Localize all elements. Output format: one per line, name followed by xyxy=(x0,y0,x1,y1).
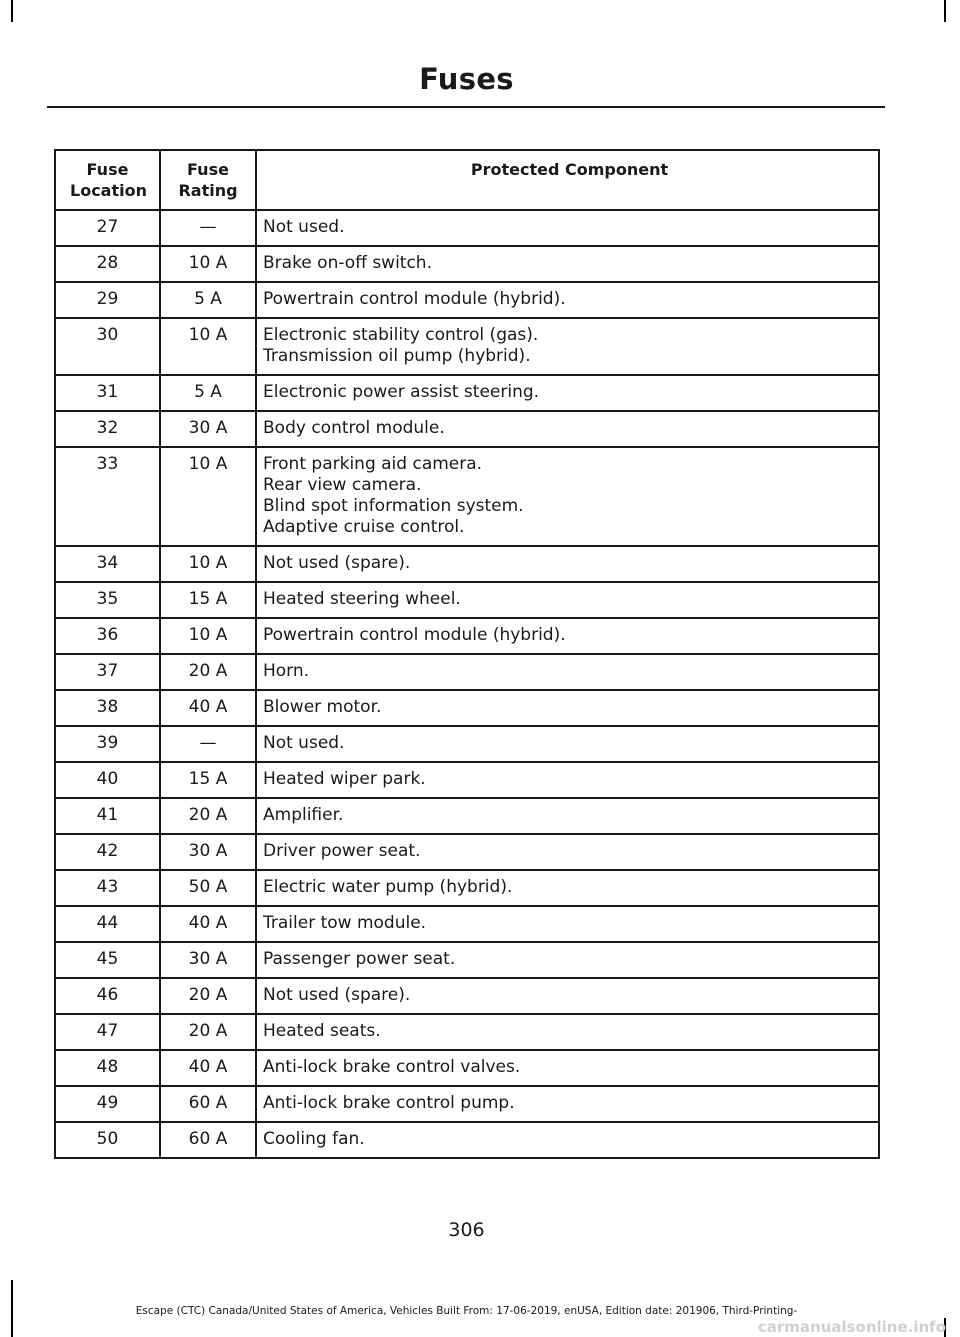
section-title: Fuses xyxy=(419,62,514,96)
protected-component-text: Powertrain control module (hybrid). xyxy=(263,289,566,309)
protected-component-cell xyxy=(256,375,879,411)
protected-component-text: Not used (spare). xyxy=(263,985,411,1005)
protected-component-text: Brake on-off switch. xyxy=(263,253,432,273)
fuse-location-cell: 36 xyxy=(55,618,160,654)
protected-component-cell xyxy=(256,1122,879,1158)
fuse-rating-cell: 20 A xyxy=(160,798,256,834)
protected-component-text: Heated wiper park. xyxy=(263,769,426,789)
table-row xyxy=(55,582,879,618)
fuse-location-cell: 34 xyxy=(55,546,160,582)
fuse-rating-cell: 30 A xyxy=(160,411,256,447)
fuse-rating-cell: 10 A xyxy=(160,447,256,546)
fuse-location-cell: 30 xyxy=(55,318,160,375)
fuse-location-cell: 39 xyxy=(55,726,160,762)
table-row xyxy=(55,1086,879,1122)
table-row xyxy=(55,906,879,942)
protected-component-cell xyxy=(256,978,879,1014)
protected-component-text: Electric water pump (hybrid). xyxy=(263,877,513,897)
fuse-location-cell: 38 xyxy=(55,690,160,726)
table-row xyxy=(55,546,879,582)
fuse-location-cell: 29 xyxy=(55,282,160,318)
protected-component-text: Powertrain control module (hybrid). xyxy=(263,625,566,645)
protected-component-cell xyxy=(256,798,879,834)
protected-component-text: Rear view camera. xyxy=(263,475,422,495)
fuse-rating-cell: 60 A xyxy=(160,1086,256,1122)
fuse-rating-cell: 10 A xyxy=(160,318,256,375)
protected-component-text: Anti-lock brake control valves. xyxy=(263,1057,521,1077)
fuse-rating-cell: 10 A xyxy=(160,246,256,282)
protected-component-text: Not used. xyxy=(263,733,345,753)
protected-component-text: Electronic stability control (gas). xyxy=(263,325,539,345)
protected-component-cell xyxy=(256,582,879,618)
protected-component-text: Amplifier. xyxy=(263,805,344,825)
fuse-rating-cell: 15 A xyxy=(160,582,256,618)
protected-component-cell xyxy=(256,654,879,690)
table-row xyxy=(55,798,879,834)
fuse-location-cell: 46 xyxy=(55,978,160,1014)
protected-component-cell xyxy=(256,618,879,654)
fuse-location-cell: 35 xyxy=(55,582,160,618)
protected-component-text: Cooling fan. xyxy=(263,1129,365,1149)
fuse-rating-cell: 5 A xyxy=(160,282,256,318)
protected-component-text: Transmission oil pump (hybrid). xyxy=(263,346,531,366)
protected-component-cell xyxy=(256,1014,879,1050)
column-header-protected-component: Protected Component xyxy=(256,150,879,210)
protected-component-cell xyxy=(256,834,879,870)
table-row xyxy=(55,411,879,447)
protected-component-cell xyxy=(256,726,879,762)
fuse-location-cell: 43 xyxy=(55,870,160,906)
fuse-location-cell: 41 xyxy=(55,798,160,834)
table-row xyxy=(55,1122,879,1158)
column-header-fuse-location: Fuse Location xyxy=(55,150,160,210)
fuse-rating-cell: 50 A xyxy=(160,870,256,906)
table-row xyxy=(55,447,879,546)
fuse-rating-cell: 5 A xyxy=(160,375,256,411)
fuse-rating-cell: 40 A xyxy=(160,690,256,726)
table-row xyxy=(55,690,879,726)
protected-component-text: Trailer tow module. xyxy=(263,913,427,933)
protected-component-cell xyxy=(256,318,879,375)
fuse-location-cell: 42 xyxy=(55,834,160,870)
protected-component-text: Blind spot information system. xyxy=(263,496,524,516)
protected-component-text: Adaptive cruise control. xyxy=(263,517,465,537)
table-row xyxy=(55,210,879,246)
table-row xyxy=(55,870,879,906)
table-header-row xyxy=(55,150,879,210)
fuse-rating-cell: 20 A xyxy=(160,1014,256,1050)
fuse-location-cell: 27 xyxy=(55,210,160,246)
protected-component-cell xyxy=(256,906,879,942)
protected-component-text: Electronic power assist steering. xyxy=(263,382,540,402)
protected-component-cell xyxy=(256,690,879,726)
table-row xyxy=(55,654,879,690)
protected-component-cell xyxy=(256,942,879,978)
protected-component-text: Horn. xyxy=(263,661,310,681)
crop-mark-top-right xyxy=(944,0,946,22)
footer-text: Escape (CTC) Canada/United States of America, Vehicles Built From: 17-06-2019, enUSA, Edition date: 201906, Third-Printing- xyxy=(135,1305,798,1317)
page-number: 306 xyxy=(448,1219,485,1241)
table-row xyxy=(55,618,879,654)
protected-component-text: Front parking aid camera. xyxy=(263,454,483,474)
protected-component-cell xyxy=(256,1050,879,1086)
title-divider xyxy=(47,106,885,108)
protected-component-text: Heated seats. xyxy=(263,1021,381,1041)
fuse-location-cell: 33 xyxy=(55,447,160,546)
protected-component-cell xyxy=(256,447,879,546)
protected-component-cell xyxy=(256,210,879,246)
crop-mark-top-left xyxy=(11,0,13,22)
table-row xyxy=(55,1050,879,1086)
fuse-location-cell: 48 xyxy=(55,1050,160,1086)
table-row xyxy=(55,762,879,798)
fuse-location-cell: 32 xyxy=(55,411,160,447)
table-row xyxy=(55,1014,879,1050)
protected-component-text: Anti-lock brake control pump. xyxy=(263,1093,515,1113)
fuse-rating-cell: 40 A xyxy=(160,1050,256,1086)
fuse-table-body xyxy=(55,210,879,1158)
fuse-location-cell: 40 xyxy=(55,762,160,798)
fuse-rating-cell: 10 A xyxy=(160,546,256,582)
protected-component-cell xyxy=(256,1086,879,1122)
fuse-location-cell: 47 xyxy=(55,1014,160,1050)
table-row xyxy=(55,726,879,762)
fuse-location-cell: 28 xyxy=(55,246,160,282)
fuse-location-cell: 50 xyxy=(55,1122,160,1158)
protected-component-cell xyxy=(256,246,879,282)
table-row xyxy=(55,978,879,1014)
table-row xyxy=(55,375,879,411)
protected-component-text: Not used (spare). xyxy=(263,553,411,573)
fuse-rating-cell: 20 A xyxy=(160,978,256,1014)
fuse-rating-cell: 30 A xyxy=(160,834,256,870)
fuse-rating-cell: 40 A xyxy=(160,906,256,942)
watermark: carmanualsonline.info xyxy=(757,1318,946,1336)
protected-component-text: Body control module. xyxy=(263,418,445,438)
protected-component-cell xyxy=(256,411,879,447)
table-row xyxy=(55,318,879,375)
protected-component-text: Driver power seat. xyxy=(263,841,421,861)
protected-component-cell xyxy=(256,282,879,318)
protected-component-text: Blower motor. xyxy=(263,697,382,717)
table-row xyxy=(55,282,879,318)
fuse-rating-cell: 20 A xyxy=(160,654,256,690)
fuse-rating-cell: 30 A xyxy=(160,942,256,978)
fuse-table xyxy=(54,149,880,1159)
protected-component-cell xyxy=(256,762,879,798)
fuse-rating-cell: — xyxy=(160,210,256,246)
fuse-rating-cell: 15 A xyxy=(160,762,256,798)
table-row xyxy=(55,942,879,978)
protected-component-cell xyxy=(256,870,879,906)
protected-component-text: Passenger power seat. xyxy=(263,949,456,969)
fuse-location-cell: 45 xyxy=(55,942,160,978)
fuse-rating-cell: 60 A xyxy=(160,1122,256,1158)
protected-component-text: Not used. xyxy=(263,217,345,237)
fuse-rating-cell: — xyxy=(160,726,256,762)
column-header-fuse-rating: Fuse Rating xyxy=(160,150,256,210)
fuse-location-cell: 37 xyxy=(55,654,160,690)
protected-component-text: Heated steering wheel. xyxy=(263,589,461,609)
protected-component-cell xyxy=(256,546,879,582)
fuse-location-cell: 31 xyxy=(55,375,160,411)
table-row xyxy=(55,246,879,282)
fuse-rating-cell: 10 A xyxy=(160,618,256,654)
fuse-location-cell: 44 xyxy=(55,906,160,942)
fuse-location-cell: 49 xyxy=(55,1086,160,1122)
table-row xyxy=(55,834,879,870)
